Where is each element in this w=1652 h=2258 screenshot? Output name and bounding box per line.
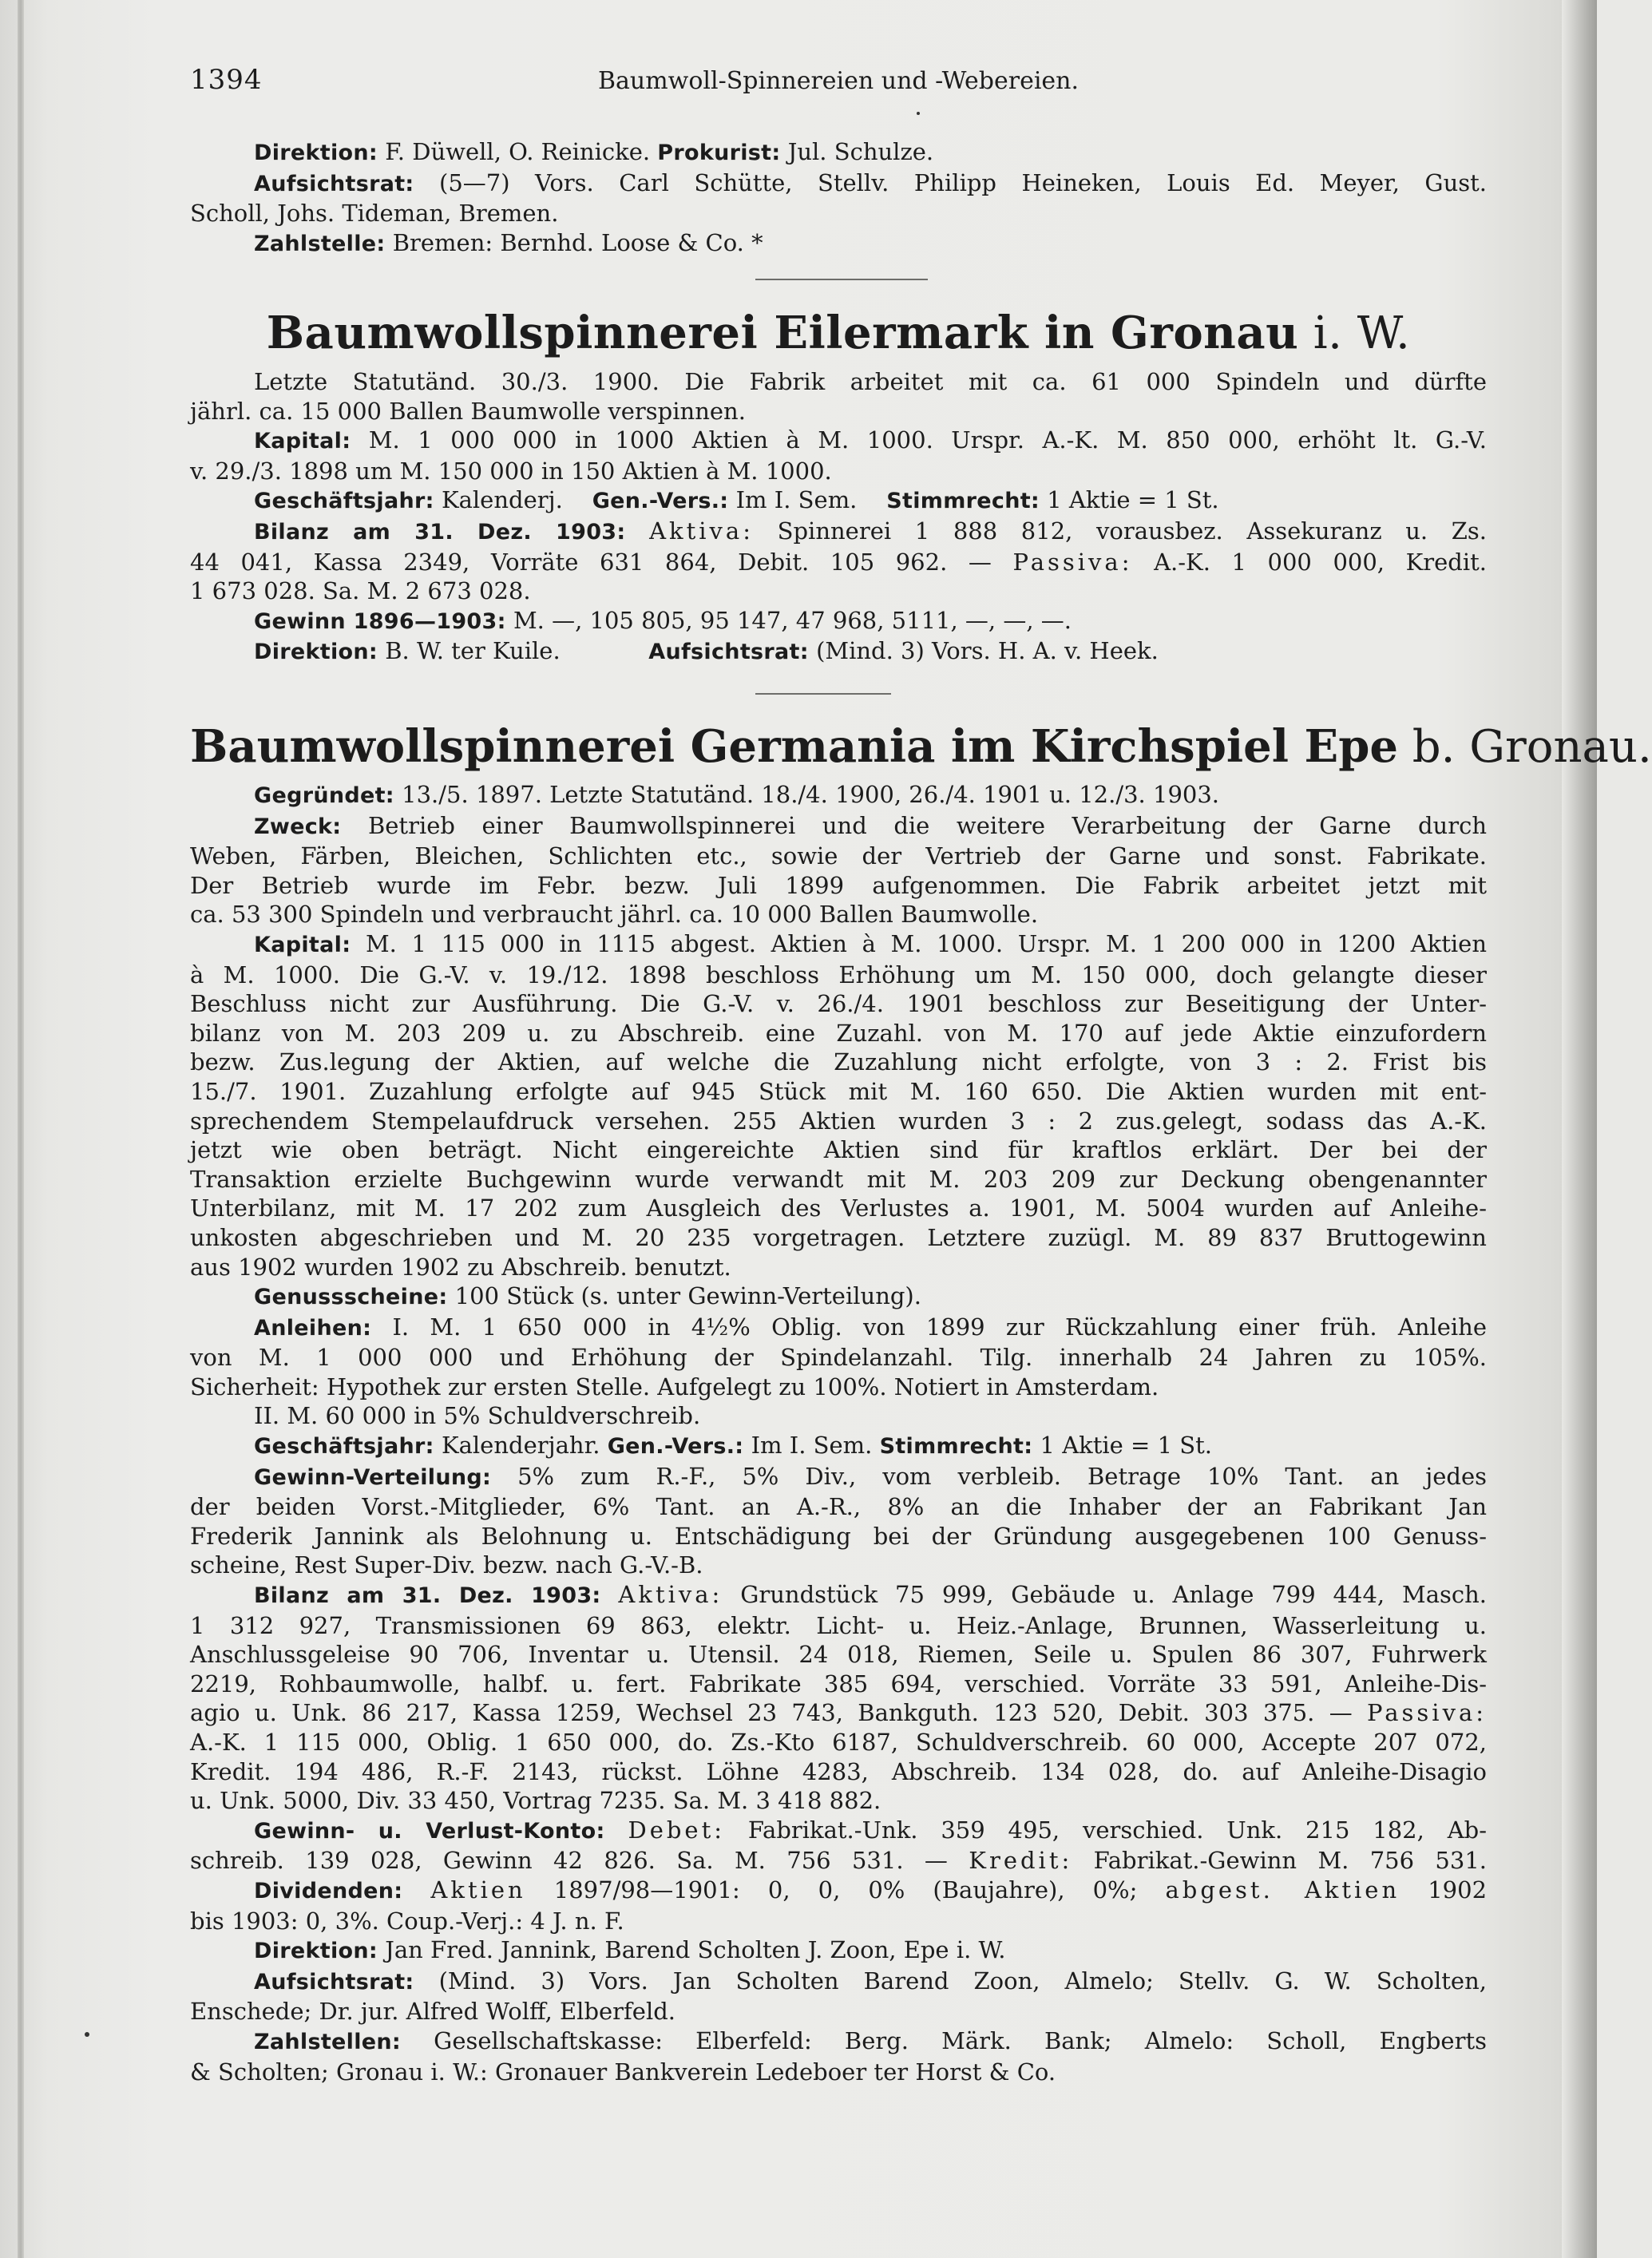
prev-zahlstelle-line: Zahlstelle: Bremen: Bernhd. Loose & Co. * <box>254 228 763 256</box>
text-line: Anschlussgeleise 90 706, Inventar u. Utensil. 24 018, Riemen, Seile u. Spulen 86 307, Fuhrwerk <box>190 1641 1487 1669</box>
direktion-line: Direktion: B. W. ter Kuile. Aufsichtsrat: (Mind. 3) Vors. H. A. v. Heek. <box>254 637 1159 665</box>
text-line: Kredit. 194 486, R.-F. 2143, rückst. Löhne 4283, Abschreib. 134 028, do. auf Anleihe-Disagio <box>190 1757 1487 1785</box>
page-right-edge <box>1562 0 1597 2258</box>
entry-eilermark <box>190 367 1487 667</box>
text-line: 2219, Rohbaumwolle, halbf. u. fert. Fabrikate 385 694, verschied. Vorräte 33 591, Anleihe-Dis- <box>190 1670 1487 1697</box>
direktion-line: Direktion: Jan Fred. Jannink, Barend Scholten J. Zoon, Epe i. W. <box>254 1936 1006 1964</box>
zweck-line: Zweck: Betrieb einer Baumwollspinnerei und die weitere Verarbeitung der Garne durch <box>254 811 1487 839</box>
text-line: jährl. ca. 15 000 Ballen Baumwolle verspinnen. <box>190 397 746 425</box>
text-line: aus 1902 wurden 1902 zu Abschreib. benutzt. <box>190 1253 731 1281</box>
separator-rule <box>755 693 891 695</box>
geschaeftsjahr-line: Geschäftsjahr: Kalenderjahr. Gen.-Vers.: Im I. Sem. Stimmrecht: 1 Aktie = 1 St. <box>254 1432 1212 1460</box>
text-line: Sicherheit: Hypothek zur ersten Stelle. Aufgelegt zu 100%. Notiert in Amsterdam. <box>190 1373 1159 1400</box>
text-line: à M. 1000. Die G.-V. v. 19./12. 1898 beschloss Erhöhung um M. 150 000, doch gelangte dieser <box>190 961 1487 988</box>
dividenden-line: Dividenden: Aktien 1897/98—1901: 0, 0, 0% (Baujahre), 0%; abgest. Aktien 1902 <box>254 1876 1488 1903</box>
anleihen-line: Anleihen: I. M. 1 650 000 in 4½% Oblig. von 1899 zur Rückzahlung einer früh. Anleihe <box>254 1313 1487 1341</box>
company-title-germania: Baumwollspinnerei Germania im Kirchspiel Epe b. Gronau. <box>190 720 1652 773</box>
ink-speck <box>85 2032 89 2037</box>
text-line: A.-K. 1 115 000, Oblig. 1 650 000, do. Zs.-Kto 6187, Schuldverschreib. 60 000, Accepte 207 072, <box>190 1729 1487 1756</box>
prev-direktion-line: Direktion: F. Düwell, O. Reinicke. Prokurist: Jul. Schulze. <box>254 138 934 165</box>
previous-entry <box>190 137 1487 259</box>
text-line: unkosten abgeschrieben und M. 20 235 vorgetragen. Letztere zuzügl. M. 89 837 Bruttogewinn <box>190 1223 1487 1251</box>
text-line: II. M. 60 000 in 5% Schuldverschreib. <box>254 1402 701 1430</box>
text-line: Enschede; Dr. jur. Alfred Wolff, Elberfeld. <box>190 1998 675 2026</box>
prev-aufsichtsrat-cont: Scholl, Johs. Tideman, Bremen. <box>190 200 559 228</box>
guv-line-2: schreib. 139 028, Gewinn 42 826. Sa. M. 756 531. — Kredit: Fabrikat.-Gewinn M. 756 531. <box>190 1847 1488 1875</box>
text-line: von M. 1 000 000 und Erhöhung der Spindelanzahl. Tilg. innerhalb 24 Jahren zu 105%. <box>190 1344 1487 1372</box>
text-line: bezw. Zus.legung der Aktien, auf welche die Zuzahlung nicht erfolgte, von 3 : 2. Frist bis <box>190 1048 1487 1076</box>
geschaeftsjahr-line: Geschäftsjahr: Kalenderj. Gen.-Vers.: Im I. Sem. Stimmrecht: 1 Aktie = 1 St. <box>254 486 1219 514</box>
text-line: der beiden Vorst.-Mitglieder, 6% Tant. an A.-R., 8% an die Inhaber der an Fabrikant Jan <box>190 1493 1487 1521</box>
running-header <box>190 64 1487 104</box>
bilanz-line-2: 44 041, Kassa 2349, Vorräte 631 864, Debit. 105 962. — Passiva: A.-K. 1 000 000, Kredit. <box>190 548 1488 576</box>
separator-rule <box>755 279 928 280</box>
text-line: jetzt wie oben beträgt. Nicht eingereichte Aktien sind für kraftlos erklärt. Der bei der <box>190 1136 1487 1164</box>
bilanz-line: Bilanz am 31. Dez. 1903: Aktiva: Spinnerei 1 888 812, vorausbez. Assekuranz u. Zs. <box>254 517 1488 545</box>
text-line: u. Unk. 5000, Div. 33 450, Vortrag 7235. Sa. M. 3 418 882. <box>190 1787 881 1815</box>
entry-germania <box>190 780 1487 2086</box>
text-line: 1 673 028. Sa. M. 2 673 028. <box>190 577 531 605</box>
ink-speck <box>917 112 920 115</box>
guv-line: Gewinn- u. Verlust-Konto: Debet: Fabrikat.-Unk. 359 495, verschied. Unk. 215 182, Ab- <box>254 1816 1488 1844</box>
text-line: Letzte Statutänd. 30./3. 1900. Die Fabrik arbeitet mit ca. 61 000 Spindeln und dürfte <box>254 368 1487 395</box>
text-line: ca. 53 300 Spindeln und verbraucht jährl. ca. 10 000 Ballen Baumwolle. <box>190 901 1039 929</box>
genussscheine-line: Genussscheine: 100 Stück (s. unter Gewinn-Verteilung). <box>254 1282 921 1310</box>
text-line: sprechendem Stempelaufdruck versehen. 255 Aktien wurden 3 : 2 zus.gelegt, sodass das A.-K. <box>190 1107 1487 1135</box>
gegruendet-line: Gegründet: 13./5. 1897. Letzte Statutänd. 18./4. 1900, 26./4. 1901 u. 12./3. 1903. <box>254 781 1220 808</box>
running-title: Baumwoll-Spinnereien und -Webereien. <box>597 67 1080 95</box>
page-binding-edge <box>18 0 24 2258</box>
zahlstellen-line: Zahlstellen: Gesellschaftskasse: Elberfeld: Berg. Märk. Bank; Almelo: Scholl, Engberts <box>254 2026 1487 2054</box>
text-line: & Scholten; Gronau i. W.: Gronauer Bankverein Ledeboer ter Horst & Co. <box>190 2058 1056 2086</box>
company-title-eilermark: Baumwollspinnerei Eilermark in Gronau i. W. <box>266 307 1411 359</box>
text-line: scheine, Rest Super-Div. bezw. nach G.-V.-B. <box>190 1551 703 1579</box>
text-line: Beschluss nicht zur Ausführung. Die G.-V. v. 26./4. 1901 beschloss zur Beseitigung der Unter- <box>190 990 1487 1018</box>
text-line: bilanz von M. 203 209 u. zu Abschreib. eine Zuzahl. von M. 170 auf jede Aktie einzufordern <box>190 1019 1487 1047</box>
kapital-line: Kapital: M. 1 000 000 in 1000 Aktien à M. 1000. Urspr. A.-K. M. 850 000, erhöht lt. G.-V. <box>254 426 1487 454</box>
text-line: bis 1903: 0, 3%. Coup.-Verj.: 4 J. n. F. <box>190 1907 624 1935</box>
aufsichtsrat-line: Aufsichtsrat: (Mind. 3) Vors. Jan Scholten Barend Zoon, Almelo; Stellv. G. W. Scholten, <box>254 1967 1487 1995</box>
prev-aufsichtsrat-line: Aufsichtsrat: (5—7) Vors. Carl Schütte, Stellv. Philipp Heineken, Louis Ed. Meyer, Gust. <box>254 168 1487 196</box>
gewinn-line: Gewinn 1896—1903: M. —, 105 805, 95 147, 47 968, 5111, —, —, —. <box>254 606 1072 634</box>
text-line: Weben, Färben, Bleichen, Schlichten etc., sowie der Vertrieb der Garne und sonst. Fabrikate. <box>190 842 1487 870</box>
text-line: 1 312 927, Transmissionen 69 863, elektr. Licht- u. Heiz.-Anlage, Brunnen, Wasserleitung u. <box>190 1611 1487 1639</box>
text-line: v. 29./3. 1898 um M. 150 000 in 150 Aktien à M. 1000. <box>190 457 832 485</box>
text-line: Unterbilanz, mit M. 17 202 zum Ausgleich des Verlustes a. 1901, M. 5004 wurden auf Anleihe- <box>190 1194 1487 1222</box>
kapital-line: Kapital: M. 1 115 000 in 1115 abgest. Aktien à M. 1000. Urspr. M. 1 200 000 in 1200 Aktien <box>254 929 1487 957</box>
text-line: Frederik Jannink als Belohnung u. Entschädigung bei der Gründung ausgegebenen 100 Genuss- <box>190 1522 1487 1550</box>
page-number: 1394 <box>190 64 263 96</box>
bilanz-line: Bilanz am 31. Dez. 1903: Aktiva: Grundstück 75 999, Gebäude u. Anlage 799 444, Masch. <box>254 1581 1488 1609</box>
gewinn-verteilung-line: Gewinn-Verteilung: 5% zum R.-F., 5% Div., vom verbleib. Betrage 10% Tant. an jedes <box>254 1462 1487 1490</box>
text-line: Der Betrieb wurde im Febr. bezw. Juli 1899 aufgenommen. Die Fabrik arbeitet jetzt mit <box>190 871 1487 899</box>
text-line: 15./7. 1901. Zuzahlung erfolgte auf 945 Stück mit M. 160 650. Die Aktien wurden mit ent- <box>190 1077 1487 1105</box>
text-line: Transaktion erzielte Buchgewinn wurde verwandt mit M. 203 209 zur Deckung obengenannter <box>190 1165 1487 1193</box>
bilanz-passiva-line: agio u. Unk. 86 217, Kassa 1259, Wechsel 23 743, Bankguth. 123 520, Debit. 303 375. — Passiva: <box>190 1699 1488 1727</box>
